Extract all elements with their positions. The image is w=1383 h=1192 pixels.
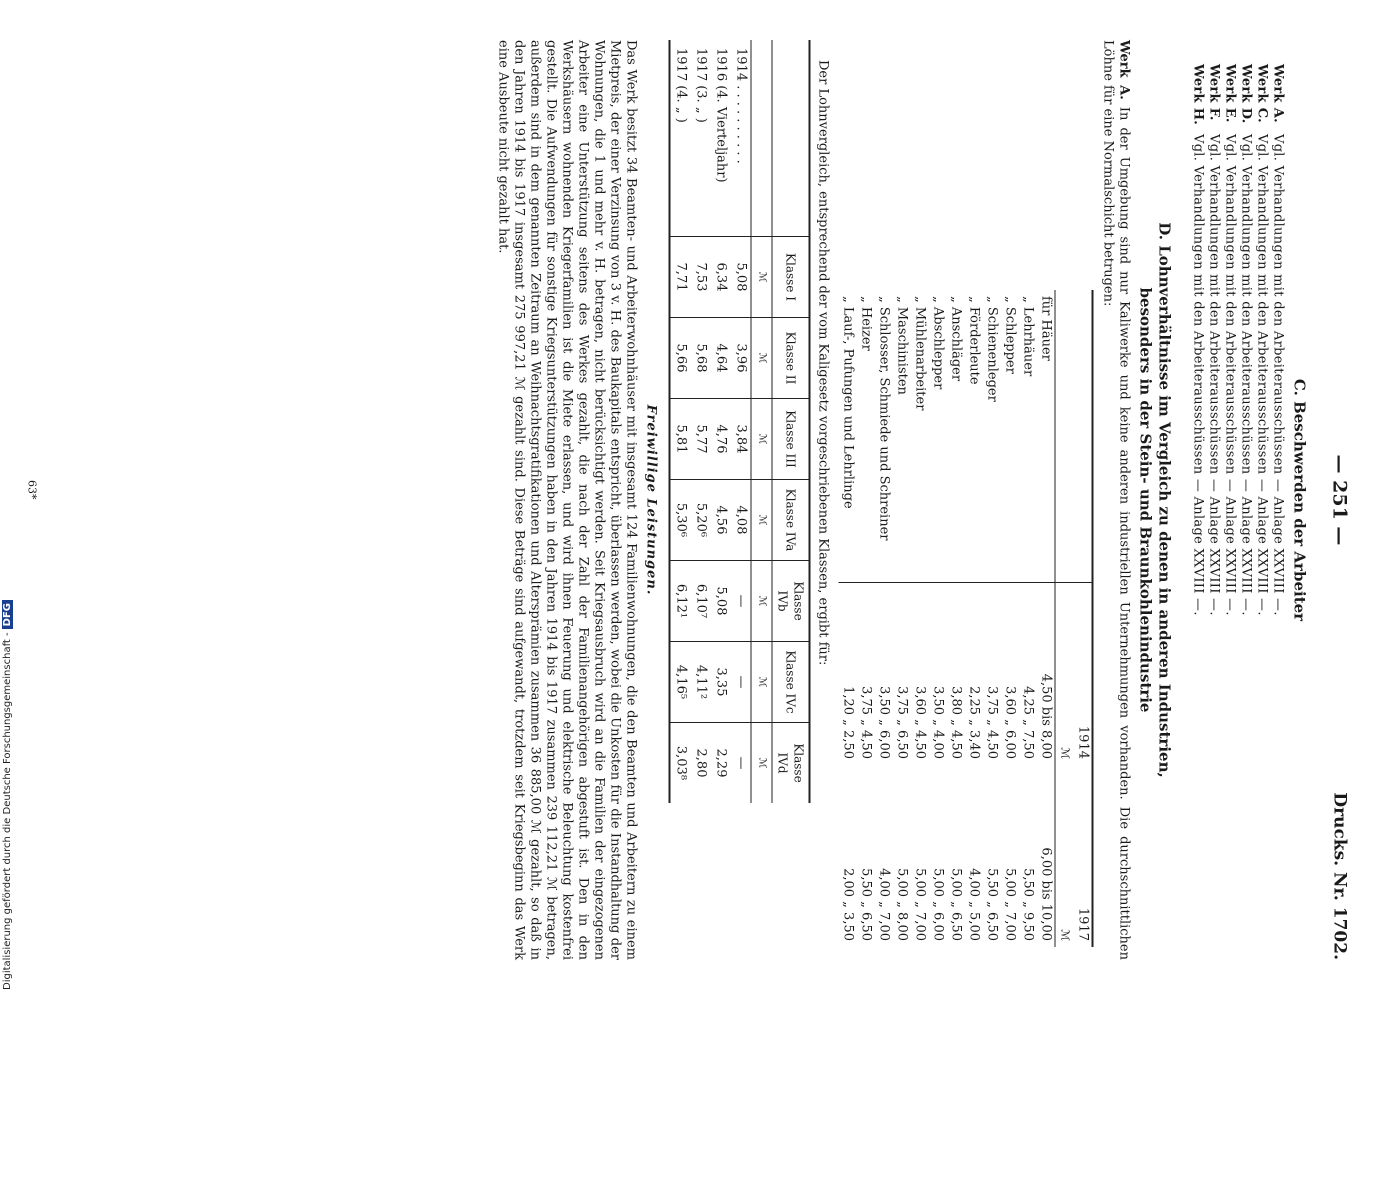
klassen-table-body (669, 40, 751, 803)
page-content (490, 40, 1353, 960)
klassen-value: 7,53 (690, 237, 710, 318)
section-d-title (1135, 40, 1173, 960)
werk-line (1205, 40, 1221, 960)
klassen-value: 5,66 (669, 318, 690, 399)
klasse-unit: ℳ (751, 237, 772, 318)
klassen-value: 5,08 (710, 561, 730, 642)
section-d-paragraph (1099, 40, 1131, 960)
unit-1914: ℳ (1055, 583, 1074, 766)
wage-row (874, 290, 892, 947)
wage-table (838, 290, 1093, 947)
wage-row (982, 290, 1000, 947)
wage-label: „ Schlepper (1002, 296, 1017, 374)
wage-row (964, 290, 982, 947)
klassen-row (669, 40, 690, 803)
wage-1917: 4,00 „ 5,00 (966, 868, 981, 941)
werk-text: Vgl. Verhandlungen mit den Arbeiterausschüssen — Anlage XXVIII —. (1238, 134, 1253, 616)
werk-label: Werk H. (1190, 64, 1205, 126)
section-d-title-line1: D. Lohnverhältnisse im Vergleich zu denen in anderen Industrien, (1155, 222, 1173, 778)
wage-label: „ Mühlenarbeiter (912, 296, 927, 411)
klasse-header: Klasse IVb (772, 561, 810, 642)
wage-1914: 3,75 „ 4,50 (856, 583, 874, 766)
wage-1917: 5,00 „ 7,00 (912, 868, 927, 941)
klassen-value: 7,71 (669, 237, 690, 318)
wage-1914: 3,75 „ 6,50 (892, 583, 910, 766)
klassen-value: 6,34 (710, 237, 730, 318)
wage-label: „ Abschlepper (930, 296, 945, 390)
wage-1914: 3,60 „ 4,50 (910, 583, 928, 766)
wage-1917: 5,50 „ 6,50 (984, 868, 999, 941)
klassen-row (730, 40, 751, 803)
werk-line (1221, 40, 1237, 960)
footer-code: 63* (25, 480, 38, 500)
unit-1917: ℳ (1055, 765, 1074, 947)
klasse-header: Klasse IVc (772, 642, 810, 723)
wage-1917: 6,00 bis 10,00 (1038, 847, 1053, 941)
wage-1914: 4,50 bis 8,00 (1036, 583, 1055, 766)
werk-line (1253, 40, 1269, 960)
klasse-header: Klasse I (772, 237, 810, 318)
wage-1917: 5,50 „ 6,50 (858, 868, 873, 941)
wage-1914: 3,60 „ 6,00 (1000, 583, 1018, 766)
side-credit (2, 600, 13, 990)
werk-text: Vgl. Verhandlungen mit den Arbeiterausschüssen — Anlage XXVIII —. (1254, 134, 1269, 616)
wage-1914: 1,20 „ 2,50 (838, 583, 856, 766)
klassen-value: 3,84 (730, 399, 751, 480)
wage-row (1018, 290, 1036, 947)
werk-label: Werk C. (1254, 64, 1269, 123)
wage-1917: 5,00 „ 7,00 (1002, 868, 1017, 941)
freiwillige-title: Freiwillige Leistungen. (643, 404, 658, 596)
klassen-value: 6,12¹ (669, 561, 690, 642)
wage-1917: 2,00 „ 3,50 (840, 868, 855, 941)
year-1917-header: 1917 (1073, 765, 1092, 947)
klasse-unit: ℳ (751, 480, 772, 561)
wage-row (838, 290, 856, 947)
wage-1914: 3,75 „ 4,50 (982, 583, 1000, 766)
wage-row (892, 290, 910, 947)
klasse-header: Klasse IVd (772, 723, 810, 804)
klasse-unit: ℳ (751, 318, 772, 399)
page-number: — 251 — (1328, 454, 1350, 546)
werk-line (1269, 40, 1285, 960)
section-c-title: C. Beschwerden der Arbeiter (1290, 378, 1308, 622)
section-c-list (1189, 40, 1285, 960)
klassen-value: 5,68 (690, 318, 710, 399)
wage-label: „ Schlosser, Schmiede und Schreiner (876, 296, 891, 541)
side-credit-text: Digitalisierung gefördert durch die Deutsche Forschungsgemeinschaft - (2, 632, 13, 990)
wage-label: „ Heizer (858, 296, 873, 351)
werk-label: Werk F. (1206, 64, 1221, 121)
klasse-unit: ℳ (751, 723, 772, 804)
wage-label: „ Maschinisten (894, 296, 909, 395)
werk-text: Vgl. Verhandlungen mit den Arbeiterausschüssen — Anlage XXVIII —. (1190, 134, 1205, 616)
comparison-intro: Der Lohnvergleich, entsprechend der vom Kaligesetz vorgeschriebenen Klassen, ergibt für: (815, 60, 830, 666)
klassen-value: 3,03⁸ (669, 723, 690, 804)
klassen-value: 5,08 (730, 237, 751, 318)
werk-label: Werk D. (1238, 64, 1253, 124)
werk-text: Vgl. Verhandlungen mit den Arbeiterausschüssen — Anlage XXVIII —. (1222, 134, 1237, 616)
klassen-year: 1917 (4. „ ) (669, 40, 690, 237)
wage-label: „ Anschläger (948, 296, 963, 382)
klasse-unit: ℳ (751, 642, 772, 723)
wage-label: „ Schienenleger (984, 296, 999, 402)
wage-row (946, 290, 964, 947)
klasse-header: Klasse III (772, 399, 810, 480)
document-page (25, 0, 1350, 1192)
klassen-row (690, 40, 710, 803)
wage-label: „ Förderleute (966, 296, 981, 385)
klassen-value: 2,29 (710, 723, 730, 804)
wage-1917: 5,00 „ 6,00 (930, 868, 945, 941)
wage-1914: 3,50 „ 6,00 (874, 583, 892, 766)
wage-row (928, 290, 946, 947)
klassen-value: — (730, 642, 751, 723)
wage-1917: 4,00 „ 7,00 (876, 868, 891, 941)
klassen-value: 5,30⁶ (669, 480, 690, 561)
wage-1917: 5,00 „ 6,50 (948, 868, 963, 941)
wage-table-body (838, 290, 1055, 947)
klassen-value: 3,96 (730, 318, 751, 399)
klassen-unit-row (751, 40, 772, 803)
klassen-value: 3,35 (710, 642, 730, 723)
wage-label: „ Lehrhäuer (1020, 296, 1035, 377)
klassen-header-row (772, 40, 810, 803)
klassen-table (668, 40, 810, 803)
klassen-value: 2,80 (690, 723, 710, 804)
klassen-value: 5,77 (690, 399, 710, 480)
klasse-unit: ℳ (751, 399, 772, 480)
werk-label: Werk A. (1270, 64, 1285, 123)
werk-text: Vgl. Verhandlungen mit den Arbeiterausschüssen — Anlage XXVIII —. (1270, 134, 1285, 616)
werk-label: Werk E. (1222, 64, 1237, 123)
klasse-header: Klasse II (772, 318, 810, 399)
paragraph-text: In der Umgebung sind nur Kaliwerke und keine anderen industriellen Unternehmungen vorhanden. Die durchschnittlichen Löhne für eine Normalschicht betrugen: (1100, 40, 1131, 961)
klassen-value: 4,08 (730, 480, 751, 561)
wage-1914: 3,80 „ 4,50 (946, 583, 964, 766)
klassen-value: 4,76 (710, 399, 730, 480)
wage-1914: 2,25 „ 3,40 (964, 583, 982, 766)
klassen-value: 4,64 (710, 318, 730, 399)
klasse-header: Klasse IVa (772, 480, 810, 561)
wage-row (910, 290, 928, 947)
dfg-logo: DFG (2, 600, 13, 629)
section-d-title-line2: besonders in der Stein- und Braunkohlenindustrie (1136, 287, 1154, 713)
klassen-value: — (730, 561, 751, 642)
year-1914-header: 1914 (1073, 583, 1092, 766)
wage-label: „ Lauf-, Pufungen und Lehrlinge (840, 296, 855, 509)
klassen-year: 1914 . . . . . . . . . . (733, 48, 748, 164)
wage-row (1036, 290, 1055, 947)
werk-line (1237, 40, 1253, 960)
klassen-row (710, 40, 730, 803)
werk-label: Werk A. (1116, 40, 1131, 100)
klassen-value: 5,20⁶ (690, 480, 710, 561)
klassen-value: 4,56 (710, 480, 730, 561)
wage-row (1000, 290, 1018, 947)
wage-1917: 5,50 „ 9,50 (1020, 868, 1035, 941)
drucksache-number: Drucks. Nr. 1702. (1329, 792, 1349, 960)
klassen-value: — (730, 723, 751, 804)
wage-1914: 4,25 „ 7,50 (1018, 583, 1036, 766)
wage-1914: 3,50 „ 4,00 (928, 583, 946, 766)
wage-1917: 5,00 „ 8,00 (894, 868, 909, 941)
freiwillige-paragraph: Das Werk besitzt 34 Beamten- und Arbeiterwohnhäuser mit insgesamt 124 Familienwohnungen, die den Beamten und Arbeitern zu einem Mietpreis, der einer Verzinsung von 3 v. H. des Baukapitals entspricht, überlassen werden, wobei die Unkosten für die Instandhaltung der Wohnungen, die 1 und mehr v. H. betragen, nicht berücksichtigt werden. Seit Kriegsausbruch wird an die Familien der eingezogenen Arbeiter eine Unterstützung seitens des Werkes gezahlt, die nach der Zahl der Familienangehörigen abgestuft ist. Den in den Werkshäusern wohnenden Kriegerfamilien ist die Miete erlassen, und wird ihnen Feuerung und elektrische Beleuchtung kostenfrei gestellt. Die Aufwendungen für sonstige Kriegsunterstützungen haben in den Jahren 1914 bis 1917 zusammen 239 112,21 ℳ betragen, außerdem sind in dem genannten Zeitraum an Weihnachtsgratifikationen und Altersprämien zusammen 36 885,00 ℳ gezahlt, so daß in den Jahren 1914 bis 1917 insgesamt 275 997,21 ℳ gezahlt sind. Diese Beträge sind aufgewandt, trotzdem seit Kriegsbeginn das Werk eine Ausbeute nicht gezahlt hat. (495, 40, 638, 960)
werk-line (1189, 40, 1205, 960)
klassen-value: 4,16⁵ (669, 642, 690, 723)
klassen-year: 1917 (3. „ ) (693, 48, 708, 123)
page-header (1317, 40, 1353, 960)
wage-label: für Häuer (1038, 296, 1053, 361)
klassen-value: 4,11² (690, 642, 710, 723)
klassen-value: 6,10⁷ (690, 561, 710, 642)
klassen-year: 1916 (4. Vierteljahr) (713, 48, 728, 183)
klassen-value: 5,81 (669, 399, 690, 480)
klasse-unit: ℳ (751, 561, 772, 642)
werk-text: Vgl. Verhandlungen mit den Arbeiterausschüssen — Anlage XXVIII —. (1206, 134, 1221, 616)
wage-row (856, 290, 874, 947)
